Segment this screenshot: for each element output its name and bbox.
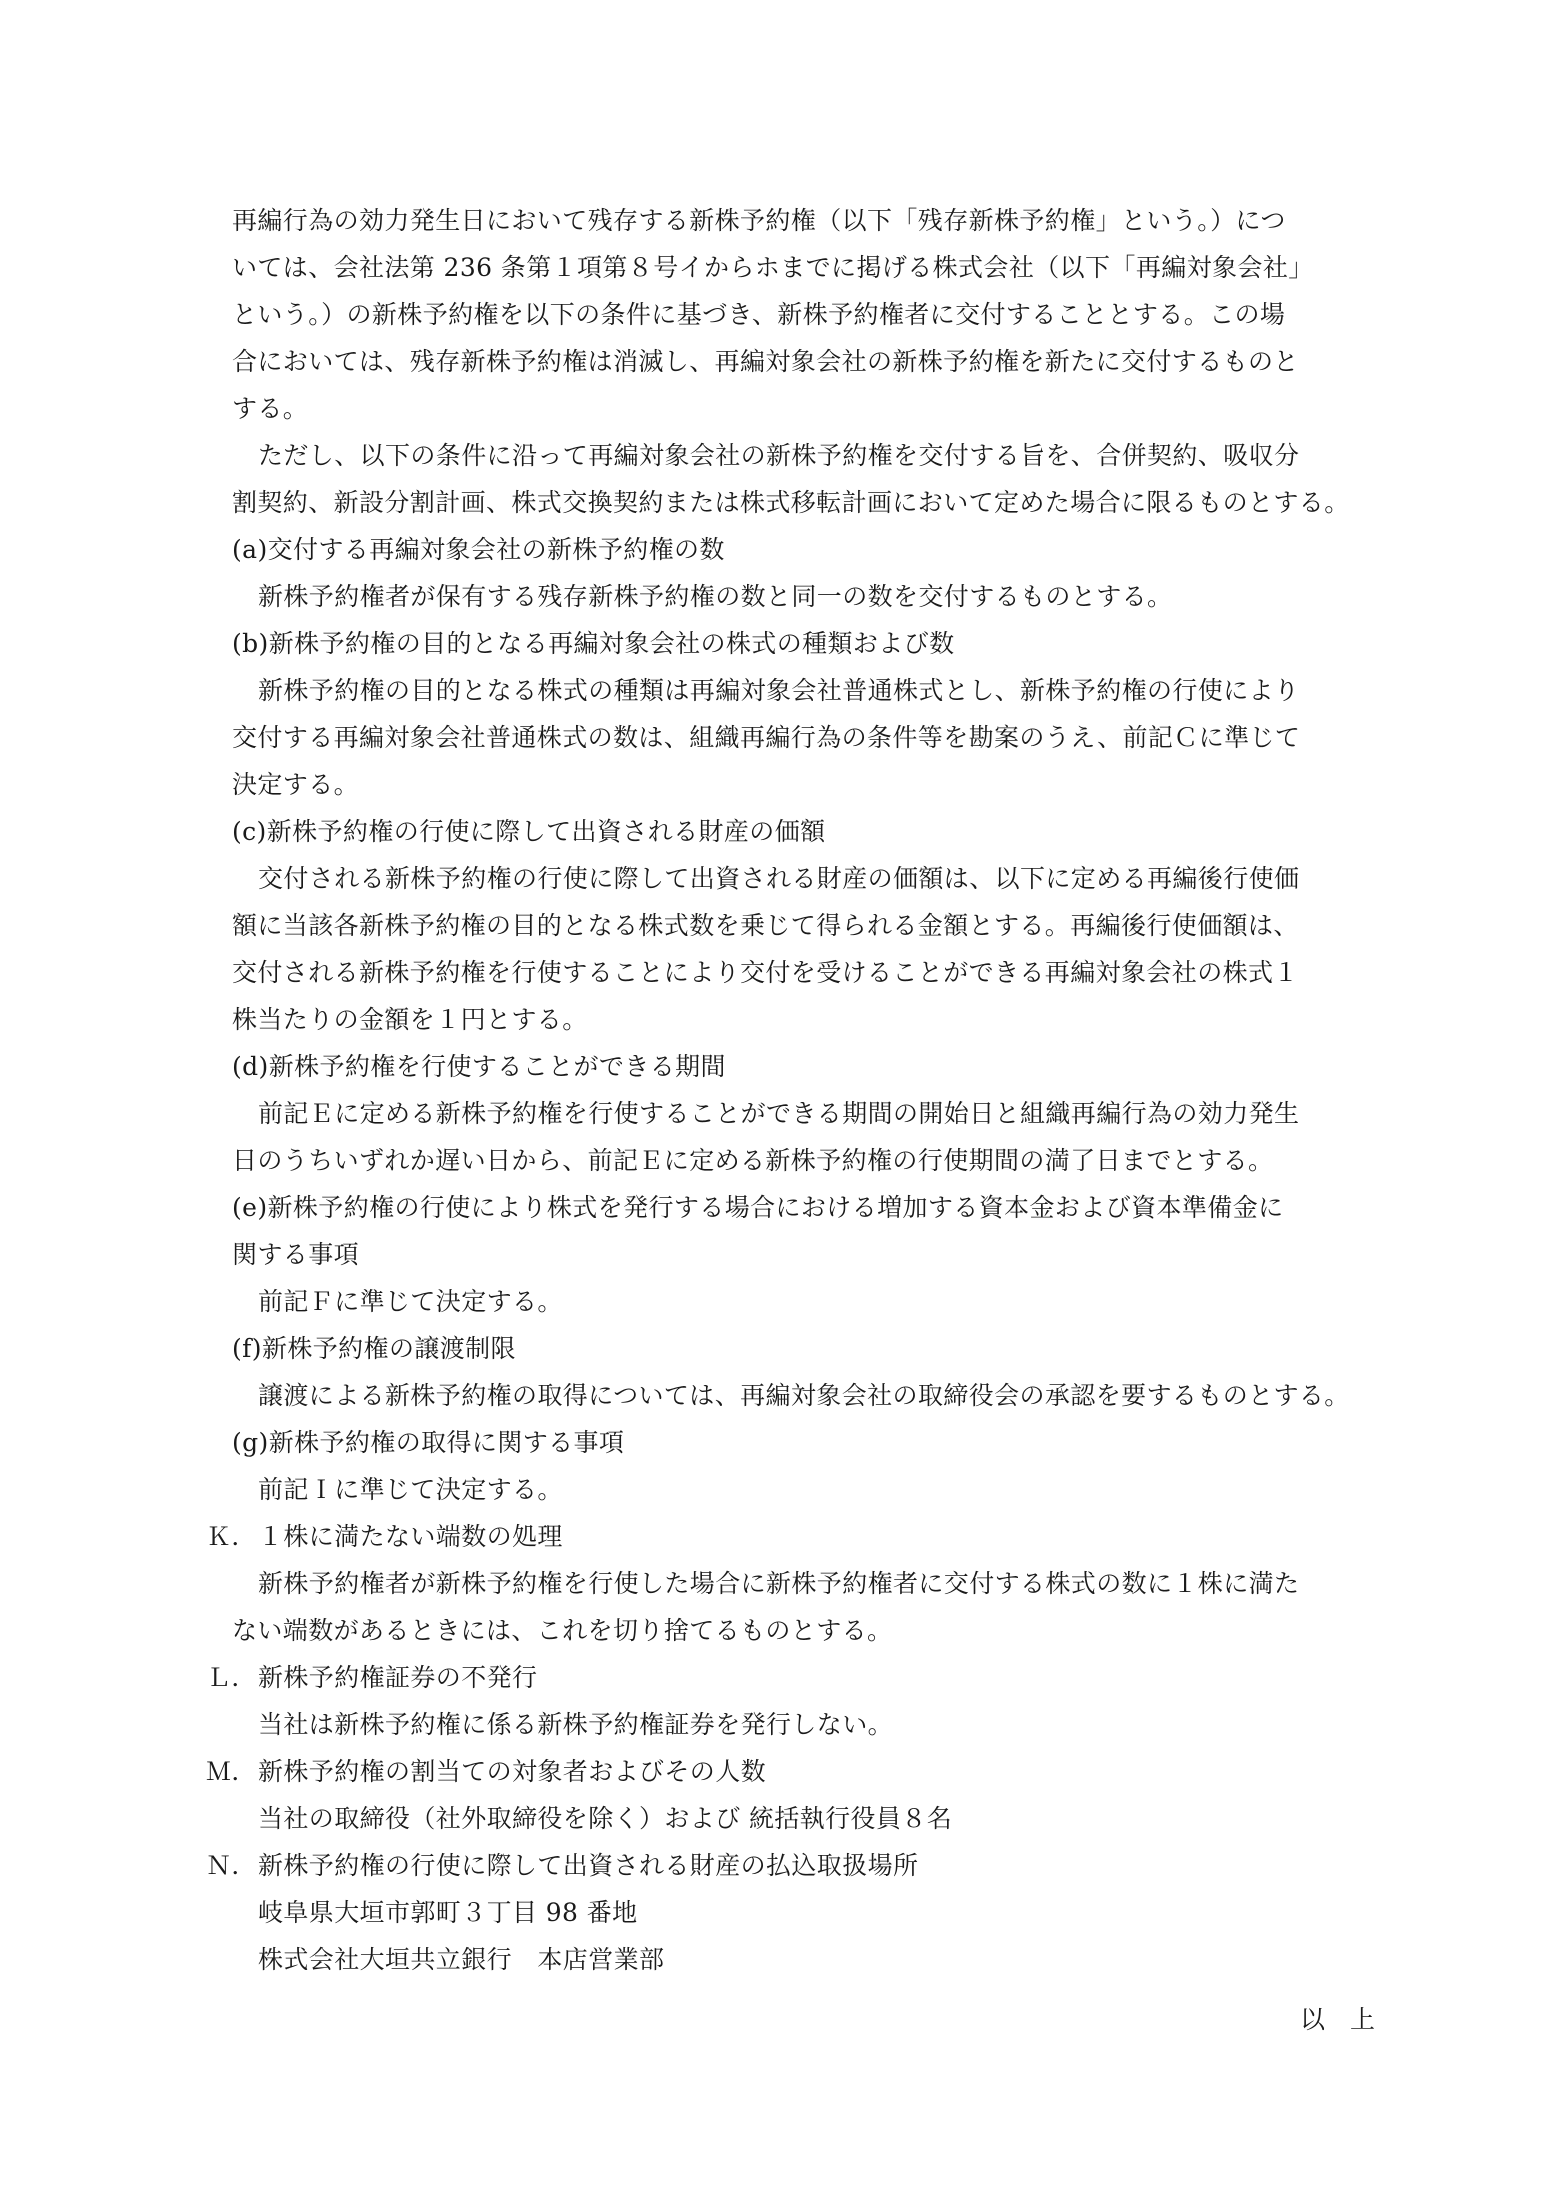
section-title: 新株予約権証券の不発行 bbox=[258, 1663, 538, 1692]
item-title: (d)新株予約権を行使することができる期間 bbox=[232, 1052, 726, 1081]
section-label: Ｌ． bbox=[206, 1663, 257, 1692]
section-body-line: 当社の取締役（社外取締役を除く）および 統括執行役員８名 bbox=[258, 1804, 953, 1833]
item-body-line: 日のうちいずれか遅い日から、前記Ｅに定める新株予約権の行使期間の満了日までとする。 bbox=[232, 1146, 1274, 1175]
section-title: 新株予約権の割当ての対象者およびその人数 bbox=[258, 1757, 767, 1786]
item-body-line: 譲渡による新株予約権の取得については、再編対象会社の取締役会の承認を要するものとする。 bbox=[258, 1381, 1350, 1410]
item-body-line: 前記Ｆに準じて決定する。 bbox=[258, 1287, 563, 1316]
item-title: (b)新株予約権の目的となる再編対象会社の株式の種類および数 bbox=[232, 629, 955, 658]
intro-line: という。）の新株予約権を以下の条件に基づき、新株予約権者に交付することとする。この場 bbox=[232, 300, 1286, 329]
section-body-line: ない端数があるときには、これを切り捨てるものとする。 bbox=[232, 1616, 893, 1645]
item-title-cont: 関する事項 bbox=[232, 1240, 360, 1269]
intro-line: 割契約、新設分割計画、株式交換契約または株式移転計画において定めた場合に限るものとする。 bbox=[232, 488, 1350, 517]
section-title: １株に満たない端数の処理 bbox=[258, 1522, 563, 1551]
item-body-line: 新株予約権の目的となる株式の種類は再編対象会社普通株式とし、新株予約権の行使により bbox=[258, 676, 1300, 705]
intro-line: する。 bbox=[232, 394, 309, 423]
section-body-line: 新株予約権者が新株予約権を行使した場合に新株予約権者に交付する株式の数に１株に満た bbox=[258, 1569, 1300, 1598]
item-body-line: 決定する。 bbox=[232, 770, 360, 799]
item-body-line: 交付される新株予約権を行使することにより交付を受けることができる再編対象会社の株式１ bbox=[232, 958, 1299, 987]
item-body-line: 前記Ｉに準じて決定する。 bbox=[258, 1475, 563, 1504]
section-body-line: 株式会社大垣共立銀行 本店営業部 bbox=[258, 1945, 665, 1974]
section-label: Ｎ． bbox=[206, 1851, 257, 1880]
item-body-line: 株当たりの金額を１円とする。 bbox=[232, 1005, 588, 1034]
intro-line: 再編行為の効力発生日において残存する新株予約権（以下「残存新株予約権」という。）につ bbox=[232, 206, 1286, 235]
item-title: (e)新株予約権の行使により株式を発行する場合における増加する資本金および資本準備金に bbox=[232, 1193, 1284, 1222]
item-body-line: 交付する再編対象会社普通株式の数は、組織再編行為の条件等を勘案のうえ、前記Ｃに準じて bbox=[232, 723, 1301, 752]
section-label: Ｍ． bbox=[206, 1757, 257, 1786]
intro-line: いては、会社法第 236 条第１項第８号イからホまでに掲げる株式会社（以下「再編対象会社」 bbox=[232, 253, 1314, 282]
item-title: (a)交付する再編対象会社の新株予約権の数 bbox=[232, 535, 725, 564]
item-body-line: 額に当該各新株予約権の目的となる株式数を乗じて得られる金額とする。再編後行使価額は、 bbox=[232, 911, 1299, 940]
section-body-line: 岐阜県大垣市郭町３丁目 98 番地 bbox=[258, 1898, 638, 1927]
item-body-line: 新株予約権者が保有する残存新株予約権の数と同一の数を交付するものとする。 bbox=[258, 582, 1173, 611]
section-label: Ｋ． bbox=[206, 1522, 257, 1551]
item-body-line: 前記Ｅに定める新株予約権を行使することができる期間の開始日と組織再編行為の効力発生 bbox=[258, 1099, 1300, 1128]
intro-line: ただし、以下の条件に沿って再編対象会社の新株予約権を交付する旨を、合併契約、吸収分 bbox=[258, 441, 1300, 470]
section-body-line: 当社は新株予約権に係る新株予約権証券を発行しない。 bbox=[258, 1710, 894, 1739]
item-body-line: 交付される新株予約権の行使に際して出資される財産の価額は、以下に定める再編後行使価 bbox=[258, 864, 1300, 893]
section-title: 新株予約権の行使に際して出資される財産の払込取扱場所 bbox=[258, 1851, 919, 1880]
item-title: (g)新株予約権の取得に関する事項 bbox=[232, 1428, 625, 1457]
closing-mark: 以 上 bbox=[1300, 2005, 1376, 2034]
intro-line: 合においては、残存新株予約権は消滅し、再編対象会社の新株予約権を新たに交付するものと bbox=[232, 347, 1299, 376]
item-title: (f)新株予約権の譲渡制限 bbox=[232, 1334, 516, 1363]
item-title: (c)新株予約権の行使に際して出資される財産の価額 bbox=[232, 817, 826, 846]
